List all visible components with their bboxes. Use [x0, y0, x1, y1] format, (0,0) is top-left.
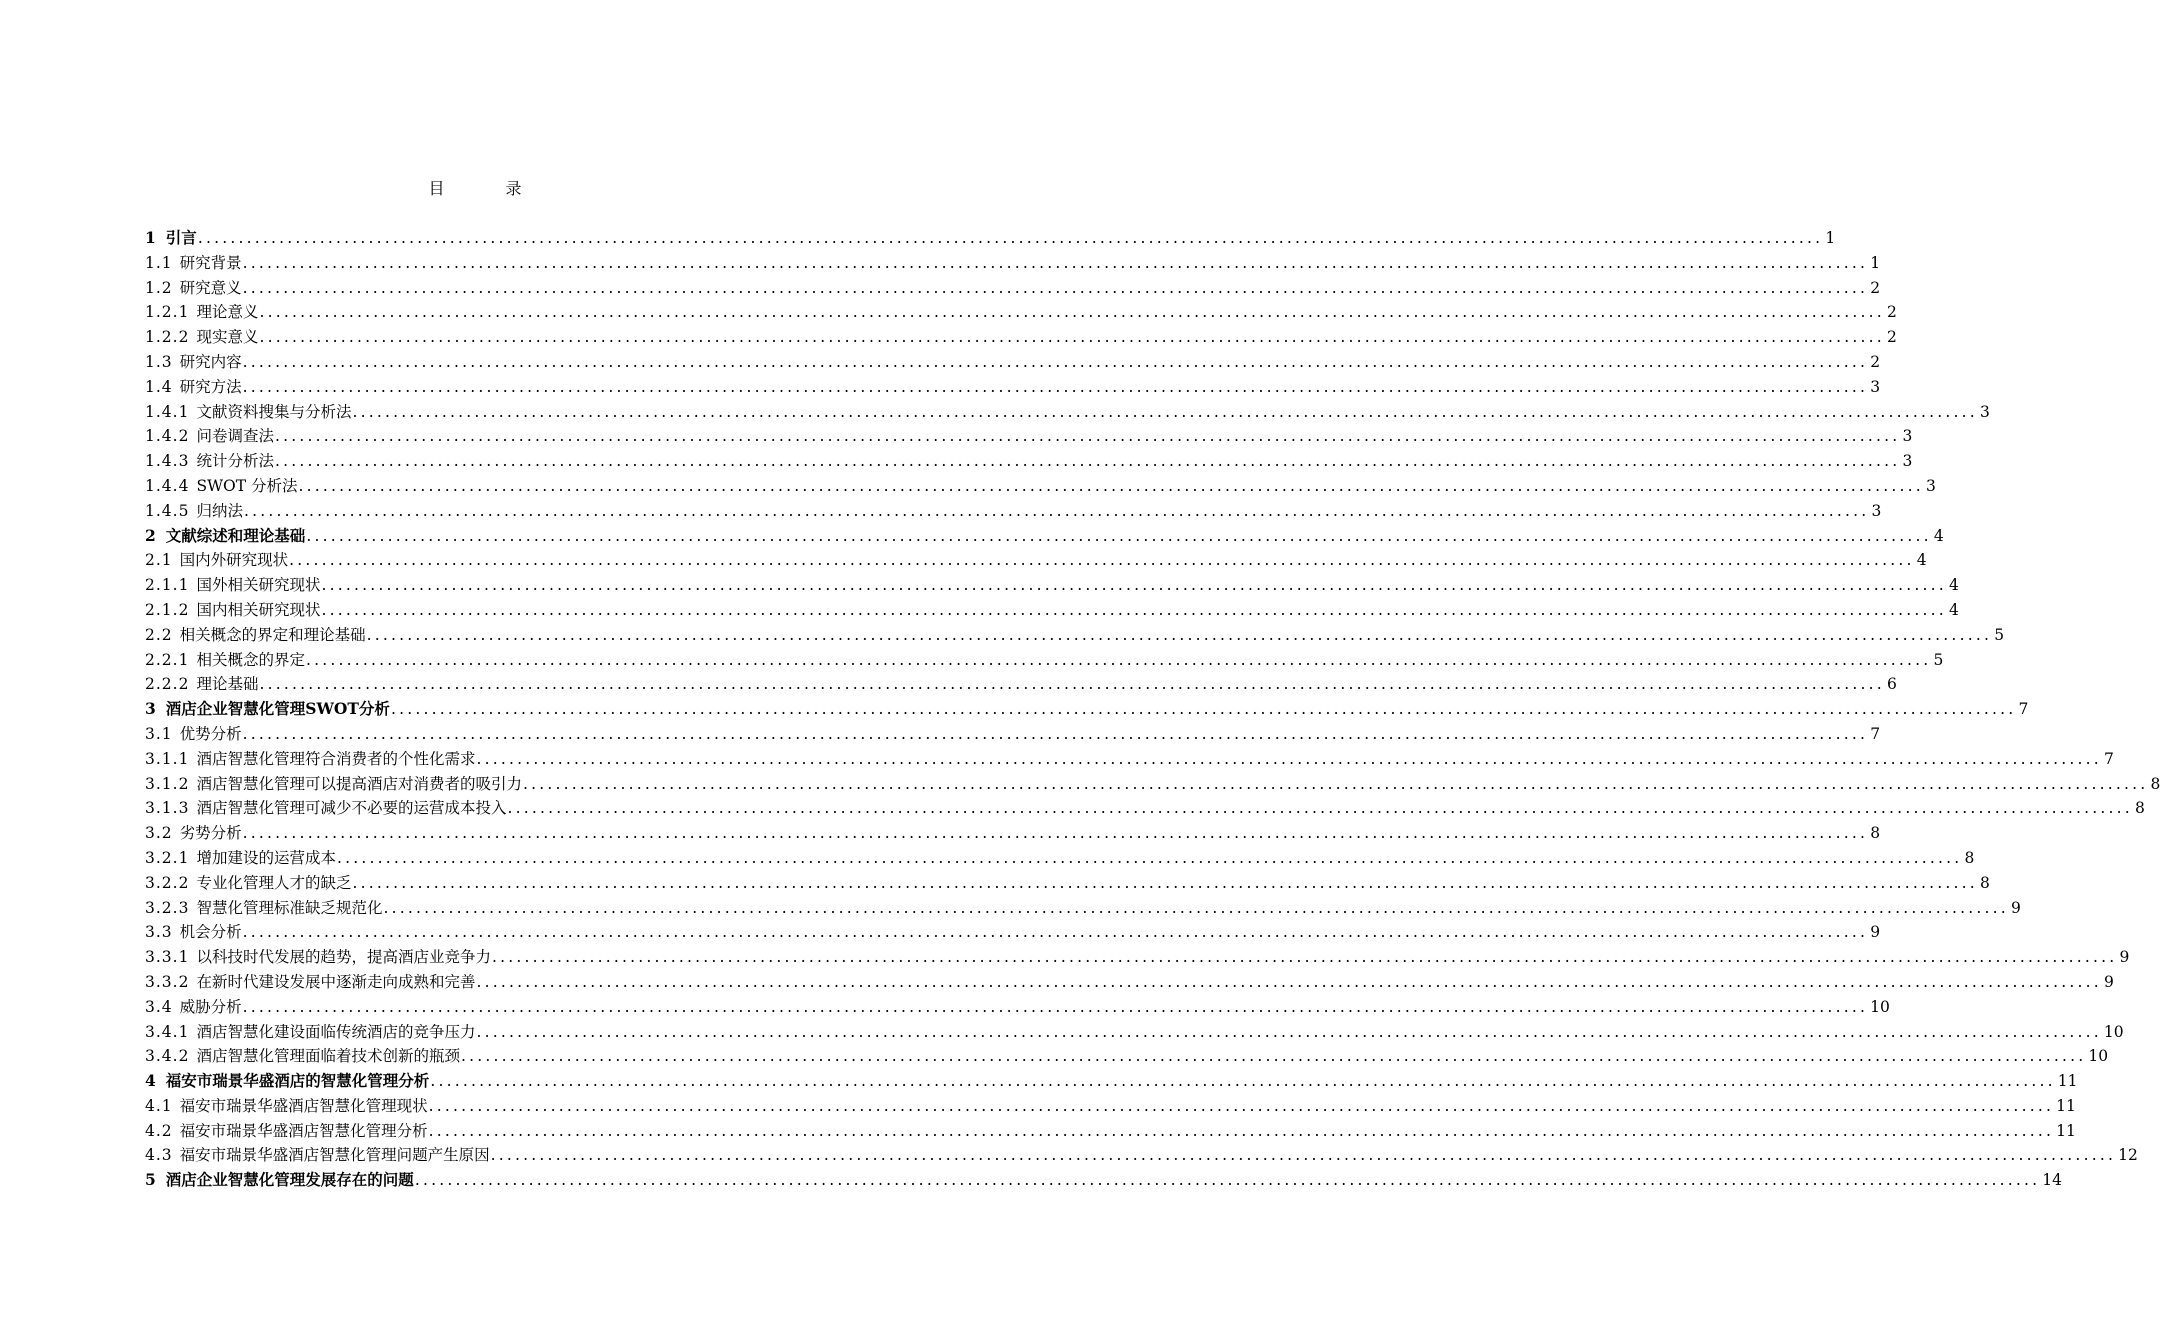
toc-entry-title: 福安市瑞景华盛酒店智慧化管理现状: [179, 1096, 428, 1115]
toc-entry-page-number: 8: [2150, 774, 2160, 793]
toc-entry-number: 4.3: [145, 1146, 173, 1165]
toc-dot-leader: ........................................................................................................................................................................................................: [476, 1022, 2102, 1041]
toc-entry-number: 3.1.1: [145, 749, 190, 768]
toc-entry-title: 专业化管理人才的缺乏: [196, 873, 352, 892]
toc-entry-number: 3.3.2: [145, 972, 190, 991]
toc-entry-label: [145, 573, 320, 595]
toc-entry-label: [145, 300, 258, 322]
toc-dot-leader: ........................................................................................................................................................................................................: [460, 1047, 2087, 1066]
toc-entry-label: [145, 375, 242, 397]
toc-entry[interactable]: [145, 1094, 2076, 1119]
toc-entry-page-number: 2: [1870, 352, 1881, 371]
toc-dot-leader: ........................................................................................................................................................................................................: [321, 576, 1947, 595]
toc-entry-number: 2.2: [145, 625, 173, 644]
toc-entry-title: 文献综述和理论基础: [165, 525, 306, 545]
toc-entry-title: 福安市瑞景华盛酒店智慧化管理问题产生原因: [179, 1146, 490, 1165]
toc-dot-leader: ........................................................................................................................................................................................................: [242, 724, 1869, 743]
toc-entry-number: 3: [145, 699, 157, 719]
toc-entry-label: [145, 648, 305, 670]
toc-entry-title: 酒店智慧化建设面临传统酒店的竞争压力: [196, 1022, 476, 1041]
toc-entry-page-number: 9: [2104, 972, 2114, 991]
toc-entry-page-number: 4: [1949, 576, 1959, 595]
toc-entry-label: [145, 350, 242, 372]
toc-entry-title: 国内外研究现状: [179, 551, 289, 570]
toc-entry[interactable]: [145, 920, 1881, 945]
toc-entry-title: 研究背景: [179, 253, 242, 272]
toc-entry-label: [145, 796, 506, 818]
toc-entry-page-number: 3: [1902, 452, 1913, 471]
toc-entry-title: 酒店智慧化管理可减少不必要的运营成本投入: [196, 799, 507, 818]
toc-entry-number: 3.2.1: [145, 848, 190, 867]
toc-entry-page-number: 1: [1870, 253, 1881, 272]
toc-entry[interactable]: [145, 449, 1913, 474]
toc-dot-leader: ........................................................................................................................................................................................................: [352, 873, 1978, 892]
toc-entry-page-number: 4: [1949, 600, 1959, 619]
toc-entry-page-number: 1: [1825, 229, 1836, 247]
toc-entry-page-number: 10: [2103, 1022, 2124, 1041]
toc-entry-page-number: 8: [1870, 824, 1881, 843]
toc-entry[interactable]: [145, 499, 1882, 524]
toc-dot-leader: ........................................................................................................................................................................................................: [306, 526, 1932, 545]
toc-dot-leader: ........................................................................................................................................................................................................: [390, 700, 2017, 719]
toc-entry-number: 3.2: [145, 824, 173, 843]
toc-dot-leader: ........................................................................................................................................................................................................: [242, 253, 1869, 272]
toc-entry-page-number: 10: [2088, 1047, 2109, 1066]
toc-entry-label: [145, 772, 522, 794]
toc-entry-title: 文献资料搜集与分析法: [196, 402, 352, 421]
toc-entry-number: 1.2.1: [145, 303, 190, 322]
toc-entry-title: 机会分析: [179, 923, 242, 942]
toc-entry-label: [145, 226, 197, 248]
toc-entry[interactable]: [145, 871, 1990, 896]
toc-entry[interactable]: [145, 896, 2021, 921]
toc-entry-page-number: 9: [1870, 923, 1881, 942]
toc-entry-label: [145, 1119, 428, 1141]
toc-entry-page-number: 11: [2056, 1121, 2076, 1140]
toc-entry-number: 3.1: [145, 724, 173, 743]
toc-entry-label: [145, 995, 242, 1017]
toc-entry[interactable]: [145, 796, 2145, 821]
toc-entry[interactable]: [145, 474, 1936, 499]
toc-entry-number: 2.2.1: [145, 650, 190, 669]
toc-dot-leader: ........................................................................................................................................................................................................: [305, 650, 1932, 669]
toc-entry-page-number: 5: [1933, 650, 1944, 669]
toc-dot-leader: ........................................................................................................................................................................................................: [289, 551, 1915, 570]
toc-dot-leader: ........................................................................................................................................................................................................: [259, 328, 1885, 347]
toc-entry-number: 3.3.1: [145, 948, 190, 967]
toc-entry-title: 理论意义: [196, 303, 259, 322]
toc-entry[interactable]: [145, 400, 1990, 425]
toc-entry[interactable]: [145, 276, 1881, 301]
toc-entry-page-number: 4: [1916, 551, 1927, 570]
toc-entry-title: 酒店智慧化管理面临着技术创新的瓶颈: [196, 1047, 460, 1066]
toc-entry-number: 1.2.2: [145, 328, 190, 347]
toc-entry-title: 相关概念的界定和理论基础: [179, 625, 366, 644]
toc-entry-title: 现实意义: [196, 328, 259, 347]
toc-entry-label: [145, 400, 351, 422]
toc-entry-label: [145, 1094, 428, 1116]
toc-entry-number: 4.2: [145, 1121, 173, 1140]
toc-entry[interactable]: [145, 747, 2114, 772]
toc-entry-label: [145, 276, 242, 298]
toc-entry[interactable]: [145, 648, 1944, 673]
toc-entry-number: 3.4.1: [145, 1022, 190, 1041]
toc-entry-label: [145, 251, 242, 273]
toc-entry-title: 福安市瑞景华盛酒店智慧化管理分析: [179, 1121, 428, 1140]
toc-entry-title: 酒店企业智慧化管理SWOT分析: [165, 699, 390, 719]
toc-entry-title: 国内相关研究现状: [196, 600, 321, 619]
toc-entry-page-number: 7: [1870, 724, 1881, 743]
toc-entry-number: 2.1.1: [145, 576, 190, 595]
toc-entry-label: [145, 896, 382, 918]
toc-entry-number: 1.2: [145, 278, 173, 297]
toc-entry-title: 优势分析: [179, 724, 242, 743]
toc-entry-number: 1: [145, 228, 157, 247]
toc-entry-title: 劣势分析: [179, 824, 242, 843]
toc-entry-title: 福安市瑞景华盛酒店的智慧化管理分析: [165, 1071, 430, 1091]
toc-entry-number: 2.1.2: [145, 600, 190, 619]
toc-entry-title: 理论基础: [196, 675, 259, 694]
toc-dot-leader: ........................................................................................................................................................................................................: [522, 774, 2149, 793]
toc-entry-title: 统计分析法: [196, 452, 274, 471]
toc-entry-page-number: 8: [1980, 873, 1990, 892]
toc-entry-page-number: 3: [1871, 501, 1882, 520]
toc-entry-label: [145, 1044, 460, 1066]
toc-entry[interactable]: [145, 1020, 2124, 1045]
toc-entry-label: [145, 672, 258, 694]
toc-entry-title: 相关概念的界定: [196, 650, 305, 669]
toc-entry-title: 威胁分析: [179, 997, 242, 1016]
toc-entry-page-number: 12: [2118, 1146, 2138, 1165]
toc-entry[interactable]: [145, 1044, 2109, 1069]
toc-entry[interactable]: [145, 697, 2029, 722]
toc-entry-label: [145, 970, 475, 992]
toc-entry-label: [145, 474, 297, 496]
toc-entry-number: 2.2.2: [145, 675, 190, 694]
toc-entry-label: [145, 499, 243, 521]
toc-entry-label: [145, 1168, 414, 1190]
toc-entry-title: 酒店企业智慧化管理发展存在的问题: [165, 1170, 414, 1190]
toc-entry-label: [145, 871, 351, 893]
toc-entry-number: 3.2.2: [145, 873, 190, 892]
toc-entry-number: 1.4.4: [145, 476, 190, 495]
toc-entry-number: 3.1.2: [145, 774, 190, 793]
toc-entry-number: 3.4.2: [145, 1047, 190, 1066]
toc-entry-label: [145, 697, 390, 719]
toc-entry[interactable]: [145, 1168, 2062, 1193]
toc-entry-page-number: 11: [2056, 1096, 2076, 1115]
toc-entry[interactable]: [145, 623, 2005, 648]
toc-entry-page-number: 14: [2042, 1171, 2062, 1190]
toc-entry-number: 3.3: [145, 923, 173, 942]
toc-entry[interactable]: [145, 970, 2114, 995]
toc-entry-number: 3.2.3: [145, 898, 190, 917]
toc-entry-page-number: 8: [2135, 799, 2145, 818]
toc-entry-page-number: 3: [1870, 377, 1881, 396]
toc-entry[interactable]: [145, 722, 1881, 747]
toc-entry-label: [145, 920, 242, 942]
toc-entry-label: [145, 1069, 429, 1091]
toc-entry-page-number: 8: [1964, 848, 1975, 867]
toc-entry-title: SWOT 分析法: [196, 476, 298, 495]
toc-entry-label: [145, 449, 274, 471]
toc-entry-title: 研究意义: [179, 278, 242, 297]
toc-entry[interactable]: [145, 1069, 2078, 1094]
toc-entry-label: [145, 424, 274, 446]
toc-entry[interactable]: [145, 821, 1881, 846]
toc-entry-title: 以科技时代发展的趋势，提高酒店业竞争力: [196, 948, 491, 967]
toc-entry-label: [145, 945, 491, 967]
toc-entry-label: [145, 548, 288, 570]
toc-dot-leader: ........................................................................................................................................................................................................: [274, 452, 1901, 471]
toc-entry-label: [145, 821, 242, 843]
toc-entry-number: 1.4: [145, 377, 173, 396]
toc-dot-leader: ........................................................................................................................................................................................................: [491, 948, 2118, 967]
toc-entry[interactable]: [145, 375, 1881, 400]
toc-entry[interactable]: [145, 350, 1881, 375]
toc-dot-leader: ........................................................................................................................................................................................................: [430, 1072, 2056, 1091]
toc-entry-title: 引言: [165, 228, 197, 247]
toc-dot-leader: ........................................................................................................................................................................................................: [336, 848, 1963, 867]
toc-entry[interactable]: [145, 598, 1959, 623]
toc-dot-leader: ........................................................................................................................................................................................................: [476, 972, 2102, 991]
toc-dot-leader: ........................................................................................................................................................................................................: [383, 898, 2009, 917]
toc-dot-leader: ........................................................................................................................................................................................................: [242, 824, 1869, 843]
toc-dot-leader: ........................................................................................................................................................................................................: [298, 476, 1924, 495]
toc-entry-label: [145, 623, 366, 645]
toc-entry-label: [145, 325, 258, 347]
toc-entry-number: 1.4.3: [145, 452, 190, 471]
toc-dot-leader: ........................................................................................................................................................................................................: [242, 377, 1869, 396]
toc-dot-leader: ........................................................................................................................................................................................................: [476, 749, 2102, 768]
toc-entry-title: 问卷调查法: [196, 427, 274, 446]
toc-entry-title: 智慧化管理标准缺乏规范化: [196, 898, 383, 917]
toc-entry-number: 1.4.2: [145, 427, 190, 446]
toc-dot-leader: ........................................................................................................................................................................................................: [490, 1146, 2117, 1165]
toc-dot-leader: ........................................................................................................................................................................................................: [414, 1171, 2041, 1190]
toc-entry-number: 1.4.1: [145, 402, 190, 421]
toc-entry-number: 3.1.3: [145, 799, 190, 818]
toc-dot-leader: ........................................................................................................................................................................................................: [428, 1096, 2055, 1115]
toc-entry[interactable]: [145, 424, 1913, 449]
toc-entry-page-number: 4: [1933, 526, 1944, 545]
toc-entry-number: 3.4: [145, 997, 173, 1016]
toc-entry-title: 酒店智慧化管理符合消费者的个性化需求: [196, 749, 476, 768]
toc-entry-number: 2.1: [145, 551, 173, 570]
toc-entry[interactable]: [145, 548, 1927, 573]
toc-dot-leader: ........................................................................................................................................................................................................: [366, 625, 1993, 644]
toc-entry[interactable]: [145, 846, 1975, 871]
toc-entry[interactable]: [145, 945, 2130, 970]
toc-entry[interactable]: [145, 672, 1897, 697]
toc-entry[interactable]: [145, 325, 1897, 350]
toc-entry-label: [145, 598, 320, 620]
toc-entry-title: 增加建设的运营成本: [196, 848, 336, 867]
toc-dot-leader: ........................................................................................................................................................................................................: [242, 352, 1869, 371]
toc-entry-title: 国外相关研究现状: [196, 576, 321, 595]
toc-entry-title: 研究方法: [179, 377, 242, 396]
toc-entry-label: [145, 846, 336, 868]
toc-entry-page-number: 3: [1902, 427, 1913, 446]
toc-dot-leader: ........................................................................................................................................................................................................: [242, 997, 1869, 1016]
toc-entry-page-number: 9: [2119, 948, 2130, 967]
toc-entry-page-number: 2: [1887, 303, 1897, 322]
toc-entry-number: 5: [145, 1170, 157, 1190]
toc-entry-page-number: 6: [1887, 675, 1897, 694]
toc-dot-leader: ........................................................................................................................................................................................................: [321, 600, 1947, 619]
toc-dot-leader: ........................................................................................................................................................................................................: [274, 427, 1901, 446]
toc-entry-number: 4: [145, 1071, 157, 1091]
toc-entry-number: 1.3: [145, 352, 173, 371]
toc-entry-title: 归纳法: [196, 501, 243, 520]
toc-dot-leader: ........................................................................................................................................................................................................: [428, 1121, 2055, 1140]
toc-entry-page-number: 11: [2057, 1072, 2078, 1091]
toc-entry-label: [145, 1143, 490, 1165]
toc-entry-page-number: 9: [2011, 898, 2021, 917]
toc-entry-page-number: 5: [1994, 625, 2005, 644]
toc-entry-label: [145, 747, 475, 769]
toc-entry[interactable]: [145, 573, 1959, 598]
toc-dot-leader: ........................................................................................................................................................................................................: [507, 799, 2133, 818]
toc-dot-leader: ........................................................................................................................................................................................................: [352, 402, 1978, 421]
toc-dot-leader: ........................................................................................................................................................................................................: [259, 675, 1885, 694]
toc-entry-label: [145, 524, 305, 546]
toc-entry[interactable]: [145, 1119, 2076, 1144]
toc-heading: 目 录: [428, 179, 550, 198]
toc-entry-number: 1.1: [145, 253, 173, 272]
toc-entry-page-number: 2: [1887, 328, 1897, 347]
toc-entry-title: 研究内容: [179, 352, 242, 371]
toc-entry[interactable]: [145, 524, 1944, 549]
toc-entry-label: [145, 1020, 475, 1042]
toc-dot-leader: ........................................................................................................................................................................................................: [242, 923, 1869, 942]
toc-entry-page-number: 3: [1980, 402, 1990, 421]
toc-entry[interactable]: [145, 300, 1897, 325]
toc-entry-number: 1.4.5: [145, 501, 190, 520]
toc-entry-page-number: 10: [1870, 997, 1890, 1016]
toc-entry-number: 4.1: [145, 1096, 173, 1115]
toc-entry-page-number: 7: [2104, 749, 2114, 768]
toc-dot-leader: ........................................................................................................................................................................................................: [242, 278, 1869, 297]
toc-entry-number: 2: [145, 525, 157, 545]
toc-entry-title: 在新时代建设发展中逐渐走向成熟和完善: [196, 972, 476, 991]
toc-entry[interactable]: [145, 772, 2160, 797]
toc-entry-page-number: 2: [1870, 278, 1881, 297]
toc-entry[interactable]: [145, 1143, 2138, 1168]
toc-entry-title: 酒店智慧化管理可以提高酒店对消费者的吸引力: [196, 774, 522, 793]
toc-entry-page-number: 3: [1926, 476, 1936, 495]
toc-entry-label: [145, 722, 242, 744]
toc-entry-page-number: 7: [2018, 700, 2029, 719]
toc-dot-leader: ........................................................................................................................................................................................................: [243, 501, 1870, 520]
toc-dot-leader: ........................................................................................................................................................................................................: [259, 303, 1885, 322]
table-of-contents: [145, 226, 2160, 1193]
toc-dot-leader: ........................................................................................................................................................................................................: [197, 229, 1824, 247]
toc-entry[interactable]: [145, 251, 1881, 276]
toc-entry[interactable]: [145, 226, 1836, 251]
toc-entry[interactable]: [145, 995, 1890, 1020]
